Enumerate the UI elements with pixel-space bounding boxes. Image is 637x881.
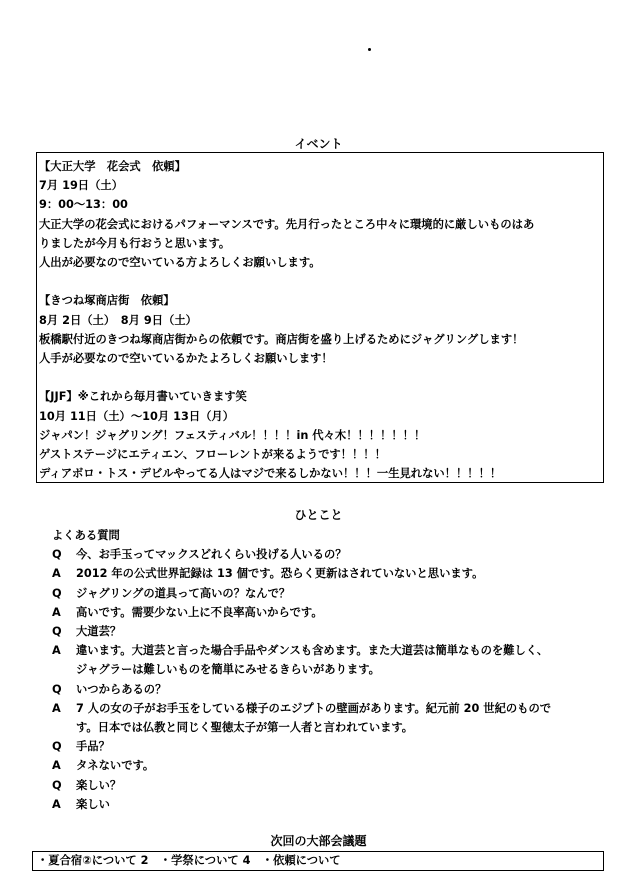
event-kitsunezuka: [37, 291, 603, 368]
faq-answer: [52, 641, 612, 679]
next-meeting-box: ・夏合宿②について 2 ・学祭について 4 ・依頼について: [32, 851, 604, 871]
faq-question: [52, 776, 612, 795]
event-body-line: ディアボロ・トス・デビルやってる人はマジで来るしかない！！！一生見れない！！！！！: [39, 467, 502, 481]
qa-text: [76, 584, 612, 603]
event-body-line: 人出が必要なので空いている方よろしくお願いします。: [39, 256, 321, 270]
faq-question: [52, 545, 612, 564]
faq-question: [52, 680, 612, 699]
event-body-line: 大正大学の花会式におけるパフォーマンスです。先月行ったところ中々に環境的に厳しいものはあ: [39, 217, 535, 231]
qa-line: 2012 年の公式世界記録は 13 個です。恐らく更新はされていないと思います。: [76, 567, 484, 581]
qa-line: 大道芸？: [76, 625, 122, 639]
event-header: 【大正大学 花会式 依頼】: [39, 160, 186, 173]
event-body-line: りましたが今月も行おうと思います。: [39, 236, 231, 250]
event-header: 【きつね塚商店街 依頼】: [39, 294, 175, 308]
qa-line: 違います。大道芸と言った場合手品やダンスも含めます。また大道芸は簡単なものを難しく、: [76, 644, 549, 658]
qa-text: [76, 622, 612, 641]
qa-text: [76, 776, 612, 795]
qa-line: タネないです。: [76, 759, 155, 773]
qa-text: [76, 603, 612, 622]
qa-mark: A: [52, 644, 61, 658]
qa-mark: Q: [52, 740, 62, 754]
qa-mark: Q: [52, 586, 62, 600]
qa-line: 楽しい？: [76, 778, 122, 792]
qa-mark: Q: [52, 625, 62, 639]
faq-answer: [52, 564, 612, 583]
qa-line: いつからあるの？: [76, 682, 167, 696]
event-header: 【JJF】※これから毎月書いていきます笑: [39, 390, 247, 404]
stray-dot: [368, 48, 371, 51]
qa-mark: A: [52, 605, 61, 619]
qa-mark: Q: [52, 682, 62, 696]
faq-section: [52, 526, 612, 814]
event-date: 10月 11日（土）～10月 13日（月）: [39, 409, 235, 423]
qa-line: ジャグリングの道具って高いの？なんで？: [76, 586, 291, 600]
faq-answer: [52, 699, 612, 737]
faq-answer: [52, 756, 612, 775]
event-box: [36, 152, 604, 483]
qa-text: [76, 737, 612, 756]
qa-text: [76, 699, 612, 737]
qa-line: 手品？: [76, 740, 110, 754]
faq-answer: [52, 795, 612, 814]
faq-question: [52, 737, 612, 756]
qa-mark: Q: [52, 548, 62, 562]
event-body-line: 人手が必要なので空いているかたよろしくお願いします！: [39, 352, 333, 366]
faq-question: [52, 584, 612, 603]
hitokoto-section-title: ひとこと: [294, 508, 343, 522]
faq-answer: [52, 603, 612, 622]
qa-text: [76, 545, 612, 564]
qa-mark: A: [52, 701, 61, 715]
event-body-line: 板橋駅付近のきつね塚商店街からの依頼です。商店街を盛り上げるためにジャグリングします！: [39, 332, 524, 346]
event-body-line: ジャパン！ジャグリング！フェスティバル！！！！in 代々木！！！！！！！: [39, 428, 426, 442]
event-taisho: [37, 157, 603, 272]
spacer: [37, 272, 603, 291]
qa-mark: A: [52, 567, 61, 581]
qa-mark: Q: [52, 778, 62, 792]
event-jjf: [37, 387, 603, 483]
event-time: 9：00～13：00: [39, 198, 128, 212]
qa-line: ジャグラーは難しいものを簡単にみせるきらいがあります。: [76, 663, 380, 677]
qa-line: 高いです。需要少ない上に不良率高いからです。: [76, 605, 323, 619]
qa-text: [76, 641, 612, 679]
qa-mark: A: [52, 797, 61, 811]
event-section-title: イベント: [294, 137, 343, 151]
event-date: 8月 2日（土） 8月 9日（土）: [39, 313, 197, 327]
qa-line: 楽しい: [76, 797, 110, 811]
spacer: [37, 368, 603, 387]
event-date: 7月 19日（土）: [39, 179, 123, 193]
qa-text: [76, 680, 612, 699]
faq-question: [52, 622, 612, 641]
faq-title: よくある質問: [52, 529, 120, 542]
event-body-line: ゲストステージにエティエン、フローレントが来るようです！！！！: [39, 448, 386, 462]
qa-line: す。日本では仏教と同じく聖徳太子が第一人者と言われています。: [76, 721, 414, 735]
qa-text: [76, 564, 612, 583]
qa-line: 7 人の女の子がお手玉をしている様子のエジプトの壁画があります。紀元前 20 世紀のもので: [76, 701, 552, 715]
next-meeting-title: 次回の大部会議題: [270, 834, 367, 848]
qa-text: [76, 795, 612, 814]
qa-text: [76, 756, 612, 775]
qa-line: 今、お手玉ってマックスどれくらい投げる人いるの？: [76, 548, 347, 562]
qa-mark: A: [52, 759, 61, 773]
